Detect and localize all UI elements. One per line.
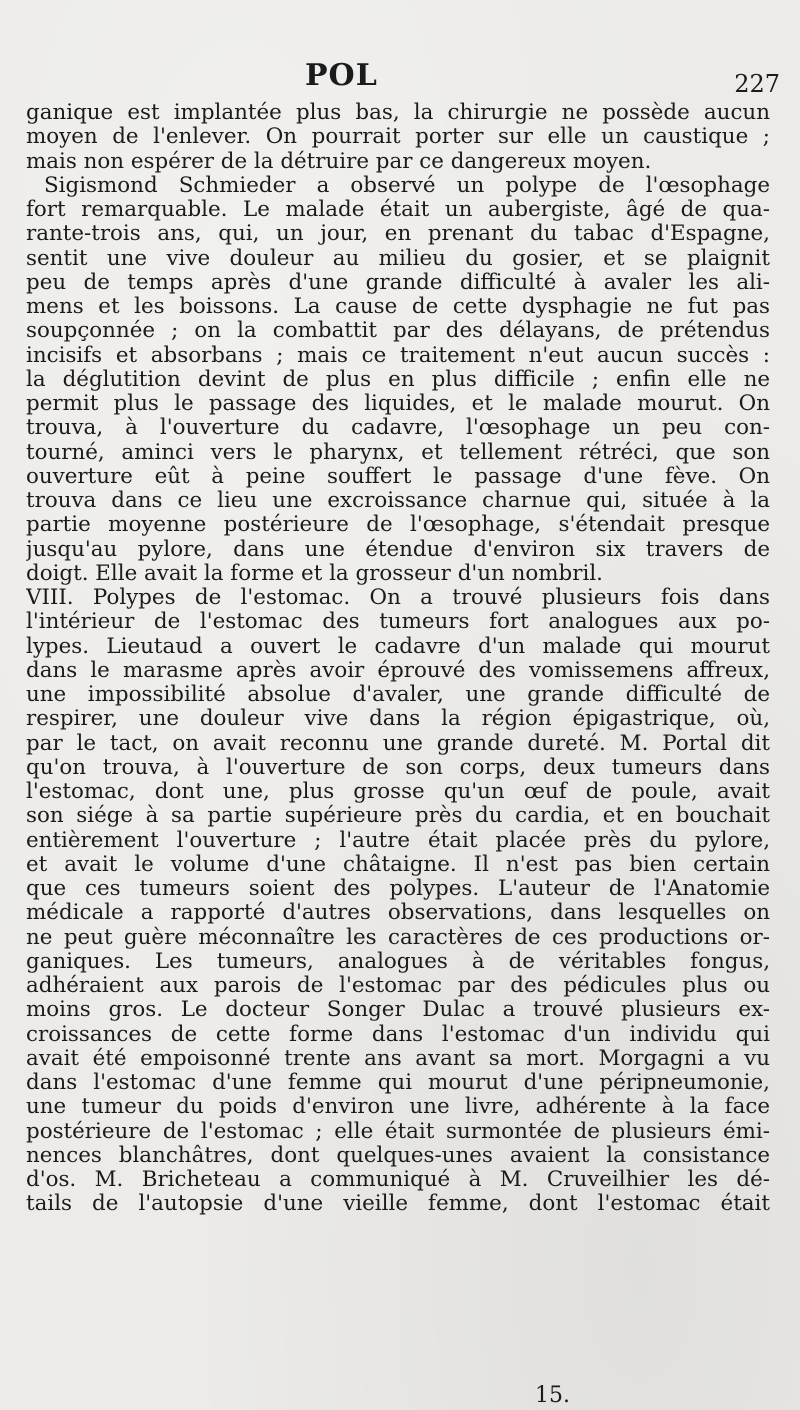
text-line: respirer, une douleur vive dans la région épigastrique, où, [26,707,770,732]
text-line: entièrement l'ouverture ; l'autre était placée près du pylore, [26,828,770,853]
running-title: POL [305,58,378,93]
body-text [26,101,770,1217]
text-line: Sigismond Schmieder a observé un polype de l'œsophage [44,173,770,198]
text-line: dans le marasme après avoir éprouvé des vomissemens affreux, [26,658,770,683]
text-line: rante-trois ans, qui, un jour, en prenant du tabac d'Espagne, [26,222,770,247]
text-line: trouva, à l'ouverture du cadavre, l'œsophage un peu con- [26,416,770,441]
text-line: par le tact, on avait reconnu une grande dureté. M. Portal dit [26,731,770,756]
running-head [0,58,800,98]
text-line: son siége à sa partie supérieure près du cardia, et en bouchait [26,804,770,829]
text-line: mens et les boissons. La cause de cette dysphagie ne fut pas [26,295,770,319]
text-line: permit plus le passage des liquides, et le malade mourut. On [26,392,770,416]
text-line: moyen de l'enlever. On pourrait porter sur elle un caustique ; [26,125,770,150]
text-line: ne peut guère méconnaître les caractères de ces productions or- [26,925,770,950]
text-line: trouva dans ce lieu une excroissance charnue qui, située à la [26,489,770,513]
text-line: partie moyenne postérieure de l'œsophage, s'étendait presque [26,513,770,538]
text-line: soupçonnée ; on la combattit par des délayans, de prétendus [26,319,770,344]
text-line: tourné, aminci vers le pharynx, et tellement rétréci, que son [26,440,770,465]
section-heading-line: VIII. Polypes de l'estomac. On a trouvé plusieurs fois dans [26,586,770,610]
text-line: jusqu'au pylore, dans une étendue d'environ six travers de [26,537,770,562]
text-line: d'os. M. Bricheteau a communiqué à M. Cruveilhier les dé- [26,1168,770,1192]
text-line: une impossibilité absolue d'avaler, une grande difficulté de [26,683,770,707]
text-line: qu'on trouva, à l'ouverture de son corps, deux tumeurs dans [26,755,770,780]
signature-mark: 15. [535,1383,570,1408]
text-line: fort remarquable. Le malade était un aubergiste, âgé de qua- [26,198,770,222]
text-line: avait été empoisonné trente ans avant sa mort. Morgagni a vu [26,1046,770,1071]
text-line: nences blanchâtres, dont quelques-unes avaient la consistance [26,1143,770,1168]
text-line: et avait le volume d'une châtaigne. Il n'est pas bien certain [26,852,770,877]
text-line: ouverture eût à peine souffert le passage d'une fève. On [26,464,770,489]
text-line: dans l'estomac d'une femme qui mourut d'une péripneumonie, [26,1071,770,1095]
text-line: mais non espérer de la détruire par ce dangereux moyen. [26,149,652,174]
text-line: médicale a rapporté d'autres observations, dans lesquelles on [26,901,770,926]
text-line: postérieure de l'estomac ; elle était surmontée de plusieurs émi- [26,1119,770,1144]
text-line: doigt. Elle avait la forme et la grosseur d'un nombril. [26,561,603,586]
text-line: l'estomac, dont une, plus grosse qu'un œuf de poule, avait [26,780,770,804]
text-line: incisifs et absorbans ; mais ce traitement n'eut aucun succès : [26,343,770,368]
text-line: l'intérieur de l'estomac des tumeurs fort analogues aux po- [26,610,770,635]
page-number: 227 [734,70,780,98]
text-line: lypes. Lieutaud a ouvert le cadavre d'un malade qui mourut [26,634,770,659]
text-line: adhéraient aux parois de l'estomac par des pédicules plus ou [26,974,770,998]
text-line: tails de l'autopsie d'une vieille femme, dont l'estomac était [26,1192,770,1217]
text-line: la déglutition devint de plus en plus difficile ; enfin elle ne [26,367,770,392]
text-line: croissances de cette forme dans l'estomac d'un individu qui [26,1022,770,1047]
text-line: peu de temps après d'une grande difficulté à avaler les ali- [26,270,770,295]
text-line: moins gros. Le docteur Songer Dulac a trouvé plusieurs ex- [26,998,770,1023]
text-line: que ces tumeurs soient des polypes. L'auteur de l'Anatomie [26,877,770,901]
text-line: ganiques. Les tumeurs, analogues à de véritables fongus, [26,949,770,974]
text-line: sentit une vive douleur au milieu du gosier, et se plaignit [26,246,770,271]
text-line: ganique est implantée plus bas, la chirurgie ne possède aucun [26,101,770,125]
text-line: une tumeur du poids d'environ une livre, adhérente à la face [26,1095,770,1120]
